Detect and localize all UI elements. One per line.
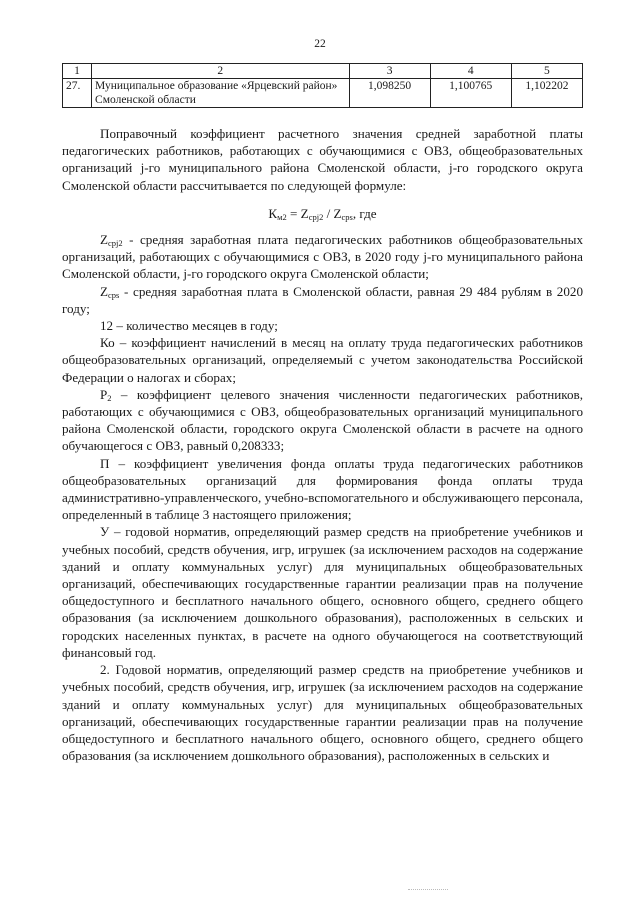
formula: [62, 205, 583, 222]
formula-tail: , где: [352, 205, 377, 221]
def-symbol-sub: срs: [108, 289, 120, 300]
def-text: - средняя заработная плата в Смоленской области, равная 29 484 рублям в 2020 году;: [62, 283, 583, 316]
def-p2: [62, 386, 583, 455]
body-text: [62, 125, 583, 764]
table-header-row: [63, 64, 583, 79]
table-header-cell: 3: [349, 64, 430, 79]
formula-k: К: [268, 205, 278, 221]
def-text: - средняя заработная плата педагогических работников общеобразовательных организаций, работающих с обучающимися с ОВЗ, в 2020 году j-го муниципального района Смоленской области, j-го городского округа Смоленской области;: [62, 232, 583, 282]
formula-z2-sub: срs: [341, 211, 353, 222]
def-symbol: Р: [100, 386, 108, 402]
row-number: 27.: [63, 79, 92, 108]
def-ko: Ко – коэффициент начислений в месяц на оплату труда педагогических работников общеобразовательных организаций, определяемый с учетом законодательства Российской Федерации о налогах и сборах;: [62, 335, 583, 385]
def-symbol: Z: [100, 232, 108, 248]
value-col4: 1,100765: [430, 79, 511, 108]
def-zcpj2: [62, 231, 583, 283]
def-symbol-sub: срj2: [108, 238, 123, 249]
value-col5: 1,102202: [511, 79, 582, 108]
table-row: [63, 79, 583, 108]
formula-k-sub: м2: [277, 211, 287, 222]
municipality-name: Муниципальное образование «Ярцевский район» Смоленской области: [92, 79, 349, 108]
def-text: – коэффициент целевого значения численности педагогических работников, работающих с обучающимися с ОВЗ, общеобразовательных организаций муниципального района Смоленской области, городского округа Смоленской области в расчете на одного обучающегося с ОВЗ, равный 0,208333;: [62, 386, 583, 454]
def-symbol: Z: [100, 283, 108, 299]
page-number: 22: [314, 38, 326, 50]
table-header-cell: 4: [430, 64, 511, 79]
def-u: У – годовой норматив, определяющий размер средств на приобретение учебников и учебных пособий, средств обучения, игр, игрушек (за исключением расходов на содержание зданий и оплату коммунальных услуг) для муниципальных общеобразовательных организаций, обеспечивающих государственные гарантии реализации прав на получение общедоступного и бесплатного начального общего, основного общего, среднего общего образования (за исключением дошкольного образования), расположенных в сельских и городских населенных пунктах, в расчете на одного обучающегося на соответствующий финансовый год.: [62, 524, 583, 660]
table-header-cell: 1: [63, 64, 92, 79]
formula-eq: = Z: [286, 205, 309, 221]
def-twelve: 12 – количество месяцев в году;: [100, 318, 278, 334]
coefficient-table: [62, 63, 583, 108]
formula-z1-sub: срj2: [308, 211, 324, 222]
def-symbol-sub: 2: [107, 392, 112, 403]
value-col3: 1,098250: [349, 79, 430, 108]
table-header-cell: 2: [92, 64, 349, 79]
formula-slash: / Z: [323, 205, 342, 221]
intro-paragraph: Поправочный коэффициент расчетного значения средней заработной платы педагогических работников, работающих с обучающимися с ОВЗ, общеобразовательных организаций j-го муниципального района Смоленской области, j-го городского округа Смоленской области рассчитывается по следующей формуле:: [62, 126, 583, 193]
def-zcps: [62, 283, 583, 317]
def-pi: П – коэффициент увеличения фонда оплаты труда педагогических работников общеобразовательных организаций для формирования фонда оплаты труда административно-управленческого, учебно-вспомогательного и обслуживающего персонала, определенный в таблице 3 настоящего приложения;: [62, 455, 583, 523]
scan-mark: [408, 889, 448, 891]
item-2-paragraph: 2. Годовой норматив, определяющий размер средств на приобретение учебников и учебных пособий, средств обучения, игр, игрушек (за исключением расходов на содержание зданий и оплату коммунальных услуг) для муниципальных общеобразовательных организаций, обеспечивающих государственные гарантии реализации прав на получение общедоступного и бесплатного начального общего, основного общего, среднего общего образования (за исключением дошкольного образования), расположенных в сельских и: [62, 662, 583, 764]
table-header-cell: 5: [511, 64, 582, 79]
